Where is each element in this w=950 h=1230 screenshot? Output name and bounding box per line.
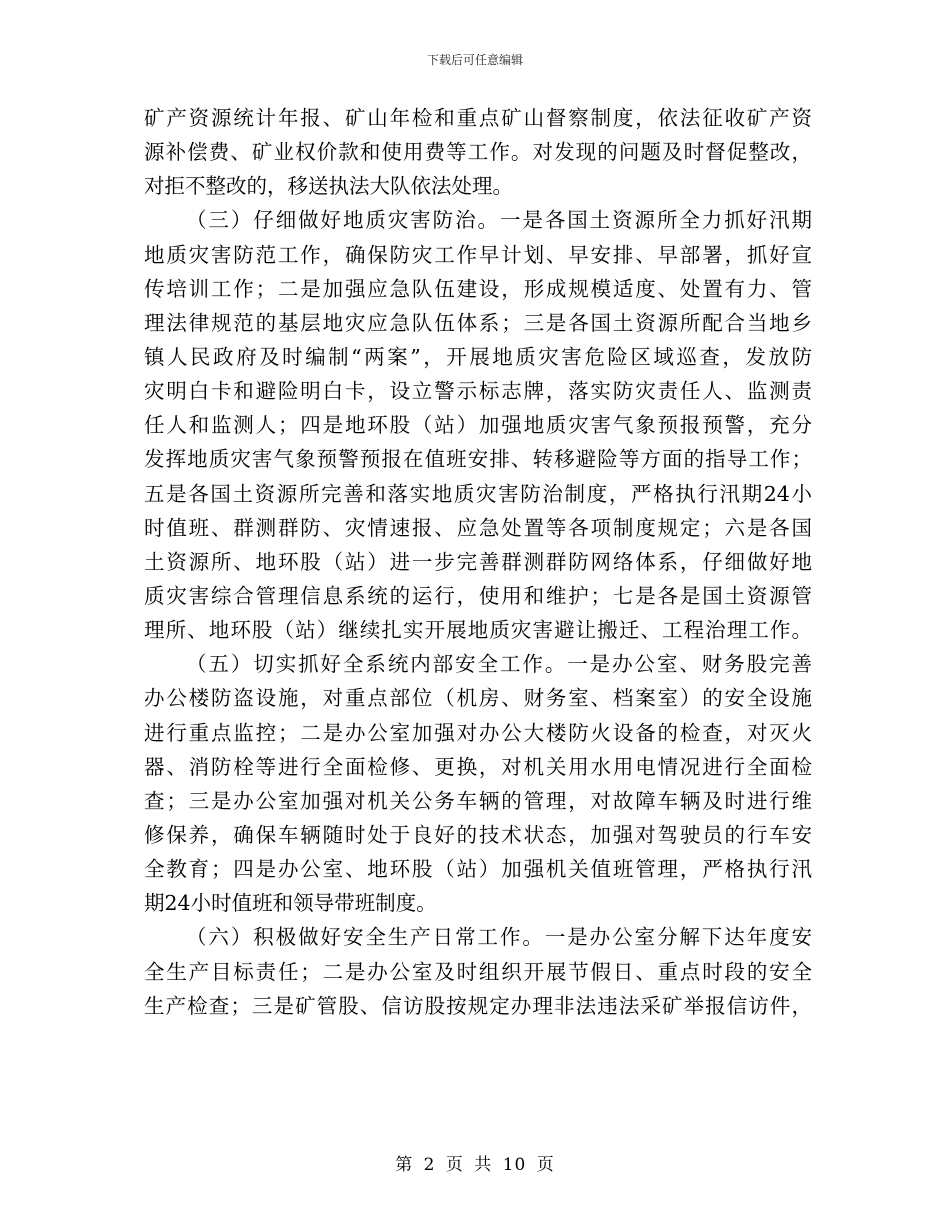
text-line: 五是各国土资源所完善和落实地质灾害防治制度，严格执行汛期24小 (144, 481, 812, 506)
text-line: 进行重点监控；二是办公室加强对办公大楼防火设备的检查，对灭火 (144, 720, 812, 745)
text-line: 全教育；四是办公室、地环股（站）加强机关值班管理，严格执行汛 (144, 857, 812, 882)
page-number: 第 2 页 共 10 页 (395, 1155, 555, 1175)
text-line: 灾明白卡和避险明白卡，设立警示标志牌，落实防灾责任人、监测责 (144, 379, 812, 404)
text-line: 对拒不整改的，移送执法大队依法处理。 (144, 174, 513, 199)
text-line: 质灾害综合管理信息系统的运行，使用和维护；七是各是国土资源管 (144, 583, 812, 608)
text-line: 办公楼防盗设施，对重点部位（机房、财务室、档案室）的安全设施 (144, 686, 812, 711)
text-line: 理所、地环股（站）继续扎实开展地质灾害避让搬迁、工程治理工作。 (144, 618, 812, 643)
text-line: 修保养，确保车辆随时处于良好的技术状态，加强对驾驶员的行车安 (144, 822, 812, 847)
text-line: 查；三是办公室加强对机关公务车辆的管理，对故障车辆及时进行维 (144, 788, 812, 813)
text-line: 发挥地质灾害气象预警预报在值班安排、转移避险等方面的指导工作； (144, 447, 812, 472)
text-line: （三）仔细做好地质灾害防治。一是各国土资源所全力抓好汛期 (186, 208, 812, 233)
page-header-note: 下载后可任意编辑 (426, 53, 523, 67)
text-line: 器、消防栓等进行全面检修、更换，对机关用水用电情况进行全面检 (144, 754, 812, 779)
text-line: （六）积极做好安全生产日常工作。一是办公室分解下达年度安 (186, 925, 812, 950)
text-line: 矿产资源统计年报、矿山年检和重点矿山督察制度，依法征收矿产资 (144, 106, 812, 130)
text-line: 时值班、群测群防、灾情速报、应急处置等各项制度规定；六是各国 (144, 515, 812, 540)
text-line: 理法律规范的基层地灾应急队伍体系；三是各国土资源所配合当地乡 (144, 310, 812, 335)
text-line: 全生产目标责任；二是办公室及时组织开展节假日、重点时段的安全 (144, 959, 812, 984)
document-body (144, 101, 812, 1023)
text-line: （五）切实抓好全系统内部安全工作。一是办公室、财务股完善 (186, 652, 812, 677)
text-line: 期24小时值班和领导带班制度。 (144, 891, 437, 916)
text-line: 土资源所、地环股（站）进一步完善群测群防网络体系，仔细做好地 (144, 549, 812, 574)
text-line: 源补偿费、矿业权价款和使用费等工作。对发现的问题及时督促整改， (144, 140, 812, 165)
text-line: 地质灾害防范工作，确保防灾工作早计划、早安排、早部署，抓好宣 (144, 242, 812, 267)
text-line: 生产检查；三是矿管股、信访股按规定办理非法违法采矿举报信访件， (144, 993, 812, 1018)
text-line: 任人和监测人；四是地环股（站）加强地质灾害气象预报预警，充分 (144, 413, 812, 438)
text-line: 传培训工作；二是加强应急队伍建设，形成规模适度、处置有力、管 (144, 276, 812, 301)
text-line: 镇人民政府及时编制“两案”，开展地质灾害危险区域巡查，发放防 (144, 344, 812, 369)
